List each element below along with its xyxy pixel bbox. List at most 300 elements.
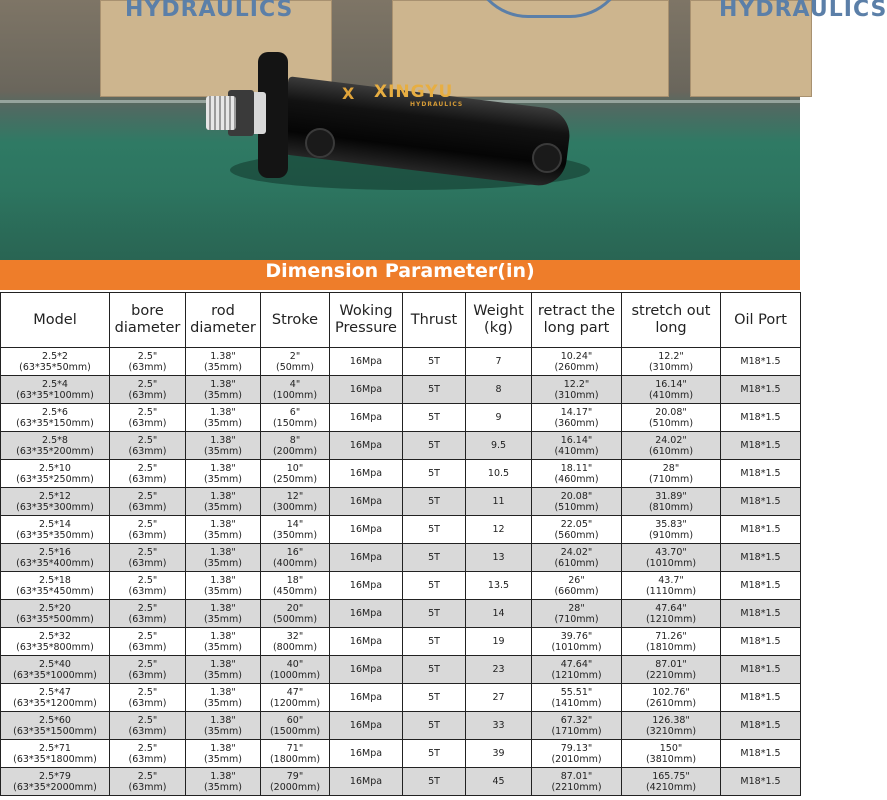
table-cell (1, 376, 110, 404)
cell-subvalue: (35mm) (203, 473, 242, 485)
cell-value: 87.01" (560, 770, 593, 782)
cell-subvalue: (63*35*1500mm) (13, 725, 97, 737)
table-cell (261, 712, 330, 740)
column-header: Oil Port (721, 293, 801, 348)
table-cell (622, 712, 721, 740)
cell-value: 43.7" (658, 574, 684, 586)
table-cell: 5T (403, 628, 466, 656)
cell-value: 20.08" (655, 406, 687, 418)
cell-value: 2.5*8 (42, 434, 68, 446)
cell-value: 71" (286, 742, 304, 754)
cell-value: 2.5" (137, 770, 158, 782)
table-cell (261, 460, 330, 488)
cell-subvalue: (100mm) (272, 389, 318, 401)
table-cell: 16Mpa (330, 572, 403, 600)
cell-subvalue: (63*35*450mm) (16, 585, 94, 597)
table-cell (186, 432, 261, 460)
cell-value: 1.38" (210, 434, 236, 446)
cell-value: 2.5*32 (39, 630, 71, 642)
table-cell (622, 488, 721, 516)
cell-subvalue: (400mm) (272, 557, 318, 569)
cell-subvalue: (35mm) (203, 753, 242, 765)
cell-subvalue: (50mm) (275, 361, 314, 373)
cell-subvalue: (35mm) (203, 557, 242, 569)
table-cell: 16Mpa (330, 740, 403, 768)
table-cell: 14 (466, 600, 532, 628)
cell-value: 2.5*47 (39, 686, 71, 698)
cell-subvalue: (63mm) (128, 501, 167, 513)
table-row (1, 544, 801, 572)
cell-value: 8" (289, 434, 301, 446)
table-cell (622, 460, 721, 488)
table-cell (261, 628, 330, 656)
table-cell (261, 376, 330, 404)
table-cell (1, 768, 110, 796)
table-cell (110, 628, 186, 656)
table-cell (186, 740, 261, 768)
table-cell: M18*1.5 (721, 740, 801, 768)
table-row (1, 684, 801, 712)
cell-subvalue: (200mm) (272, 445, 318, 457)
cell-value: 2.5*40 (39, 658, 71, 670)
table-row (1, 516, 801, 544)
cell-value: 2" (289, 350, 301, 362)
cell-subvalue: (1210mm) (551, 669, 602, 681)
cell-subvalue: (150mm) (272, 417, 318, 429)
cell-value: 47" (286, 686, 304, 698)
cell-value: 2.5" (137, 350, 158, 362)
table-cell: 5T (403, 768, 466, 796)
cell-value: 40" (286, 658, 304, 670)
dimension-banner: Dimension Parameter(in) (0, 260, 800, 290)
table-cell: 16Mpa (330, 684, 403, 712)
table-cell: 5T (403, 740, 466, 768)
table-cell (1, 572, 110, 600)
cell-subvalue: (2010mm) (551, 753, 602, 765)
table-cell: 16Mpa (330, 656, 403, 684)
cell-value: 55.51" (560, 686, 593, 698)
table-row (1, 600, 801, 628)
cell-value: 150" (659, 742, 683, 754)
table-cell (110, 600, 186, 628)
cell-subvalue: (63mm) (128, 445, 167, 457)
table-cell: 5T (403, 712, 466, 740)
table-cell: 33 (466, 712, 532, 740)
cell-subvalue: (300mm) (272, 501, 318, 513)
cell-subvalue: (460mm) (554, 473, 599, 485)
table-cell (186, 516, 261, 544)
cell-subvalue: (2610mm) (645, 697, 697, 709)
table-cell: 16Mpa (330, 600, 403, 628)
cell-value: 35.83" (655, 518, 687, 530)
cell-value: 2.5*10 (39, 462, 71, 474)
table-cell: 9.5 (466, 432, 532, 460)
table-cell: 16Mpa (330, 404, 403, 432)
cell-value: 2.5" (137, 742, 158, 754)
table-cell: M18*1.5 (721, 460, 801, 488)
table-cell (186, 404, 261, 432)
table-cell (186, 572, 261, 600)
cell-value: 1.38" (210, 770, 236, 782)
table-cell: 27 (466, 684, 532, 712)
table-cell (1, 544, 110, 572)
table-cell: M18*1.5 (721, 712, 801, 740)
cell-subvalue: (800mm) (272, 641, 318, 653)
cell-subvalue: (63mm) (128, 389, 167, 401)
table-cell: 13 (466, 544, 532, 572)
cell-value: 12" (286, 490, 304, 502)
table-cell: 10.5 (466, 460, 532, 488)
cell-value: 79.13" (560, 742, 593, 754)
table-cell: 5T (403, 348, 466, 376)
table-cell (532, 740, 622, 768)
cell-value: 1.38" (210, 518, 236, 530)
table-cell (110, 460, 186, 488)
cell-subvalue: (610mm) (554, 557, 599, 569)
table-cell (110, 348, 186, 376)
table-cell (532, 516, 622, 544)
cell-value: 43.70" (655, 546, 687, 558)
table-cell (1, 740, 110, 768)
cell-value: 2.5*16 (39, 546, 71, 558)
column-header: Model (1, 293, 110, 348)
cell-subvalue: (63mm) (128, 417, 167, 429)
cell-subvalue: (2210mm) (645, 669, 697, 681)
table-cell (186, 376, 261, 404)
cell-value: 102.76" (652, 686, 690, 698)
column-header: Woking Pressure (330, 293, 403, 348)
table-row (1, 376, 801, 404)
table-cell: 16Mpa (330, 376, 403, 404)
cell-subvalue: (1110mm) (645, 585, 697, 597)
cell-value: 2.5" (137, 686, 158, 698)
cell-subvalue: (410mm) (554, 445, 599, 457)
product-photo (0, 0, 887, 260)
table-cell: 7 (466, 348, 532, 376)
table-cell: 16Mpa (330, 516, 403, 544)
table-cell (532, 572, 622, 600)
cell-value: 31.89" (655, 490, 687, 502)
table-cell: 45 (466, 768, 532, 796)
cell-value: 1.38" (210, 630, 236, 642)
table-body (1, 348, 801, 796)
table-cell (1, 516, 110, 544)
table-cell (532, 712, 622, 740)
table-cell (622, 740, 721, 768)
cell-subvalue: (35mm) (203, 725, 242, 737)
cell-subvalue: (610mm) (648, 445, 694, 457)
table-cell (532, 768, 622, 796)
cell-value: 18" (286, 574, 304, 586)
table-row (1, 628, 801, 656)
table-cell: 11 (466, 488, 532, 516)
cell-value: 2.5" (137, 490, 158, 502)
table-cell (532, 488, 622, 516)
cell-subvalue: (63*35*150mm) (16, 417, 94, 429)
table-cell (110, 712, 186, 740)
table-cell (186, 544, 261, 572)
cell-subvalue: (810mm) (648, 501, 694, 513)
cell-subvalue: (63*35*300mm) (16, 501, 94, 513)
cell-value: 16.14" (655, 378, 687, 390)
table-cell (622, 376, 721, 404)
table-cell: 9 (466, 404, 532, 432)
cell-subvalue: (63mm) (128, 585, 167, 597)
cell-value: 2.5*71 (39, 742, 71, 754)
table-cell (532, 600, 622, 628)
cell-subvalue: (1010mm) (645, 557, 697, 569)
cell-value: 2.5" (137, 630, 158, 642)
table-row (1, 460, 801, 488)
cell-value: 2.5" (137, 378, 158, 390)
cell-subvalue: (35mm) (203, 585, 242, 597)
xingyu-logo-icon: X (342, 84, 355, 103)
dimension-table (0, 292, 801, 796)
column-header: Thrust (403, 293, 466, 348)
table-row (1, 572, 801, 600)
table-cell (532, 460, 622, 488)
cell-subvalue: (2210mm) (551, 781, 602, 793)
table-cell (110, 572, 186, 600)
cell-subvalue: (35mm) (203, 529, 242, 541)
cell-value: 1.38" (210, 658, 236, 670)
cell-value: 14" (286, 518, 304, 530)
table-cell (532, 684, 622, 712)
cell-value: 2.5*60 (39, 714, 71, 726)
table-cell (261, 404, 330, 432)
cell-subvalue: (1800mm) (269, 753, 321, 765)
table-cell (110, 404, 186, 432)
table-cell (1, 432, 110, 460)
cell-value: 2.5" (137, 406, 158, 418)
cell-value: 28" (568, 602, 585, 614)
cell-subvalue: (3810mm) (645, 753, 697, 765)
table-cell: M18*1.5 (721, 572, 801, 600)
table-cell (1, 348, 110, 376)
table-cell (1, 712, 110, 740)
table-cell: M18*1.5 (721, 684, 801, 712)
cell-subvalue: (250mm) (272, 473, 318, 485)
cell-subvalue: (63*35*1800mm) (13, 753, 97, 765)
cell-subvalue: (63*35*350mm) (16, 529, 94, 541)
cell-subvalue: (1810mm) (645, 641, 697, 653)
cell-value: 126.38" (652, 714, 690, 726)
table-cell: 12 (466, 516, 532, 544)
table-cell (1, 600, 110, 628)
cell-subvalue: (35mm) (203, 781, 242, 793)
table-cell: 19 (466, 628, 532, 656)
table-cell: M18*1.5 (721, 432, 801, 460)
table-cell (622, 628, 721, 656)
cell-subvalue: (63mm) (128, 361, 167, 373)
cell-value: 2.5*14 (39, 518, 71, 530)
table-cell: M18*1.5 (721, 768, 801, 796)
cell-subvalue: (63*35*1000mm) (13, 669, 97, 681)
table-cell: 16Mpa (330, 432, 403, 460)
table-cell: M18*1.5 (721, 656, 801, 684)
table-cell (186, 348, 261, 376)
cell-value: 1.38" (210, 742, 236, 754)
cell-subvalue: (63*35*250mm) (16, 473, 94, 485)
cell-value: 1.38" (210, 714, 236, 726)
cell-subvalue: (63*35*100mm) (16, 389, 94, 401)
cell-value: 22.05" (560, 518, 593, 530)
table-cell: 23 (466, 656, 532, 684)
cell-value: 12.2" (563, 378, 590, 390)
cell-value: 12.2" (658, 350, 684, 362)
cell-value: 2.5" (137, 602, 158, 614)
table-header-row (1, 293, 801, 348)
table-cell: 16Mpa (330, 460, 403, 488)
cell-subvalue: (63*35*800mm) (16, 641, 94, 653)
cell-subvalue: (1710mm) (551, 725, 602, 737)
table-cell (261, 544, 330, 572)
table-cell: M18*1.5 (721, 544, 801, 572)
table-cell (110, 376, 186, 404)
cell-value: 1.38" (210, 602, 236, 614)
cell-subvalue: (63mm) (128, 753, 167, 765)
column-header: Weight (kg) (466, 293, 532, 348)
cell-value: 2.5" (137, 546, 158, 558)
table-cell: 16Mpa (330, 712, 403, 740)
table-cell (110, 656, 186, 684)
table-cell (186, 768, 261, 796)
table-cell: 13.5 (466, 572, 532, 600)
table-cell: 5T (403, 572, 466, 600)
cell-subvalue: (350mm) (272, 529, 318, 541)
table-cell: 8 (466, 376, 532, 404)
cell-subvalue: (35mm) (203, 361, 242, 373)
cell-value: 32" (286, 630, 304, 642)
oil-port-front (305, 128, 335, 158)
table-cell: 5T (403, 544, 466, 572)
cell-subvalue: (310mm) (648, 361, 694, 373)
cell-value: 26" (568, 574, 585, 586)
table-cell (186, 712, 261, 740)
table-cell (622, 768, 721, 796)
table-cell: 5T (403, 488, 466, 516)
cell-value: 47.64" (560, 658, 593, 670)
cell-subvalue: (710mm) (554, 613, 599, 625)
cell-value: 1.38" (210, 378, 236, 390)
box-brand-text-right: HYDRAULICS (719, 0, 887, 22)
table-cell (186, 628, 261, 656)
cell-subvalue: (410mm) (648, 389, 694, 401)
table-row (1, 488, 801, 516)
table-cell (110, 768, 186, 796)
cell-value: 47.64" (655, 602, 687, 614)
table-cell (1, 488, 110, 516)
table-cell (622, 600, 721, 628)
table-cell (110, 684, 186, 712)
column-header: bore diameter (110, 293, 186, 348)
cell-value: 14.17" (560, 406, 593, 418)
cell-subvalue: (63mm) (128, 697, 167, 709)
cell-value: 24.02" (655, 434, 687, 446)
cell-subvalue: (63mm) (128, 669, 167, 681)
table-cell (622, 404, 721, 432)
cell-value: 20" (286, 602, 304, 614)
cell-subvalue: (1410mm) (551, 697, 602, 709)
cell-subvalue: (35mm) (203, 641, 242, 653)
cell-subvalue: (310mm) (554, 389, 599, 401)
cell-value: 2.5*2 (42, 350, 68, 362)
cell-value: 1.38" (210, 574, 236, 586)
table-cell: 5T (403, 516, 466, 544)
cell-subvalue: (1000mm) (269, 669, 321, 681)
cell-value: 18.11" (560, 462, 593, 474)
cell-value: 1.38" (210, 462, 236, 474)
column-header: Stroke (261, 293, 330, 348)
table-cell (622, 544, 721, 572)
table-cell (261, 516, 330, 544)
cell-subvalue: (1500mm) (269, 725, 321, 737)
cell-subvalue: (35mm) (203, 417, 242, 429)
table-cell: 16Mpa (330, 348, 403, 376)
table-cell: 39 (466, 740, 532, 768)
cell-subvalue: (63*35*50mm) (19, 361, 91, 373)
table-cell (186, 488, 261, 516)
cell-subvalue: (710mm) (648, 473, 694, 485)
cell-subvalue: (63*35*200mm) (16, 445, 94, 457)
table-cell (110, 432, 186, 460)
cell-value: 2.5*20 (39, 602, 71, 614)
table-cell: 5T (403, 684, 466, 712)
cell-subvalue: (910mm) (648, 529, 694, 541)
cylinder-thread (206, 96, 236, 130)
table-cell (261, 488, 330, 516)
cell-value: 16.14" (560, 434, 593, 446)
table-cell (622, 656, 721, 684)
table-cell (1, 656, 110, 684)
cell-subvalue: (660mm) (554, 585, 599, 597)
cell-value: 2.5*18 (39, 574, 71, 586)
table-cell: M18*1.5 (721, 376, 801, 404)
cell-value: 10.24" (560, 350, 593, 362)
table-row (1, 740, 801, 768)
table-cell (261, 684, 330, 712)
table-cell (532, 628, 622, 656)
table-cell (532, 404, 622, 432)
cell-value: 2.5" (137, 518, 158, 530)
cell-value: 71.26" (655, 630, 687, 642)
table-cell (532, 432, 622, 460)
table-cell (186, 656, 261, 684)
table-cell (622, 516, 721, 544)
cell-subvalue: (63*35*2000mm) (13, 781, 97, 793)
table-cell (532, 544, 622, 572)
table-cell: 5T (403, 376, 466, 404)
table-cell (110, 544, 186, 572)
table-cell: M18*1.5 (721, 404, 801, 432)
cell-value: 1.38" (210, 490, 236, 502)
table-cell (1, 684, 110, 712)
cell-subvalue: (1010mm) (551, 641, 602, 653)
cell-value: 60" (286, 714, 304, 726)
cell-value: 87.01" (655, 658, 687, 670)
table-cell (1, 404, 110, 432)
table-cell: M18*1.5 (721, 600, 801, 628)
table-row (1, 712, 801, 740)
cell-subvalue: (63mm) (128, 725, 167, 737)
cell-subvalue: (63mm) (128, 473, 167, 485)
cell-subvalue: (360mm) (554, 417, 599, 429)
table-cell (261, 768, 330, 796)
cell-value: 1.38" (210, 686, 236, 698)
table-cell: 16Mpa (330, 544, 403, 572)
table-cell (186, 460, 261, 488)
box-brand-text-left: HYDRAULICS (125, 0, 294, 22)
